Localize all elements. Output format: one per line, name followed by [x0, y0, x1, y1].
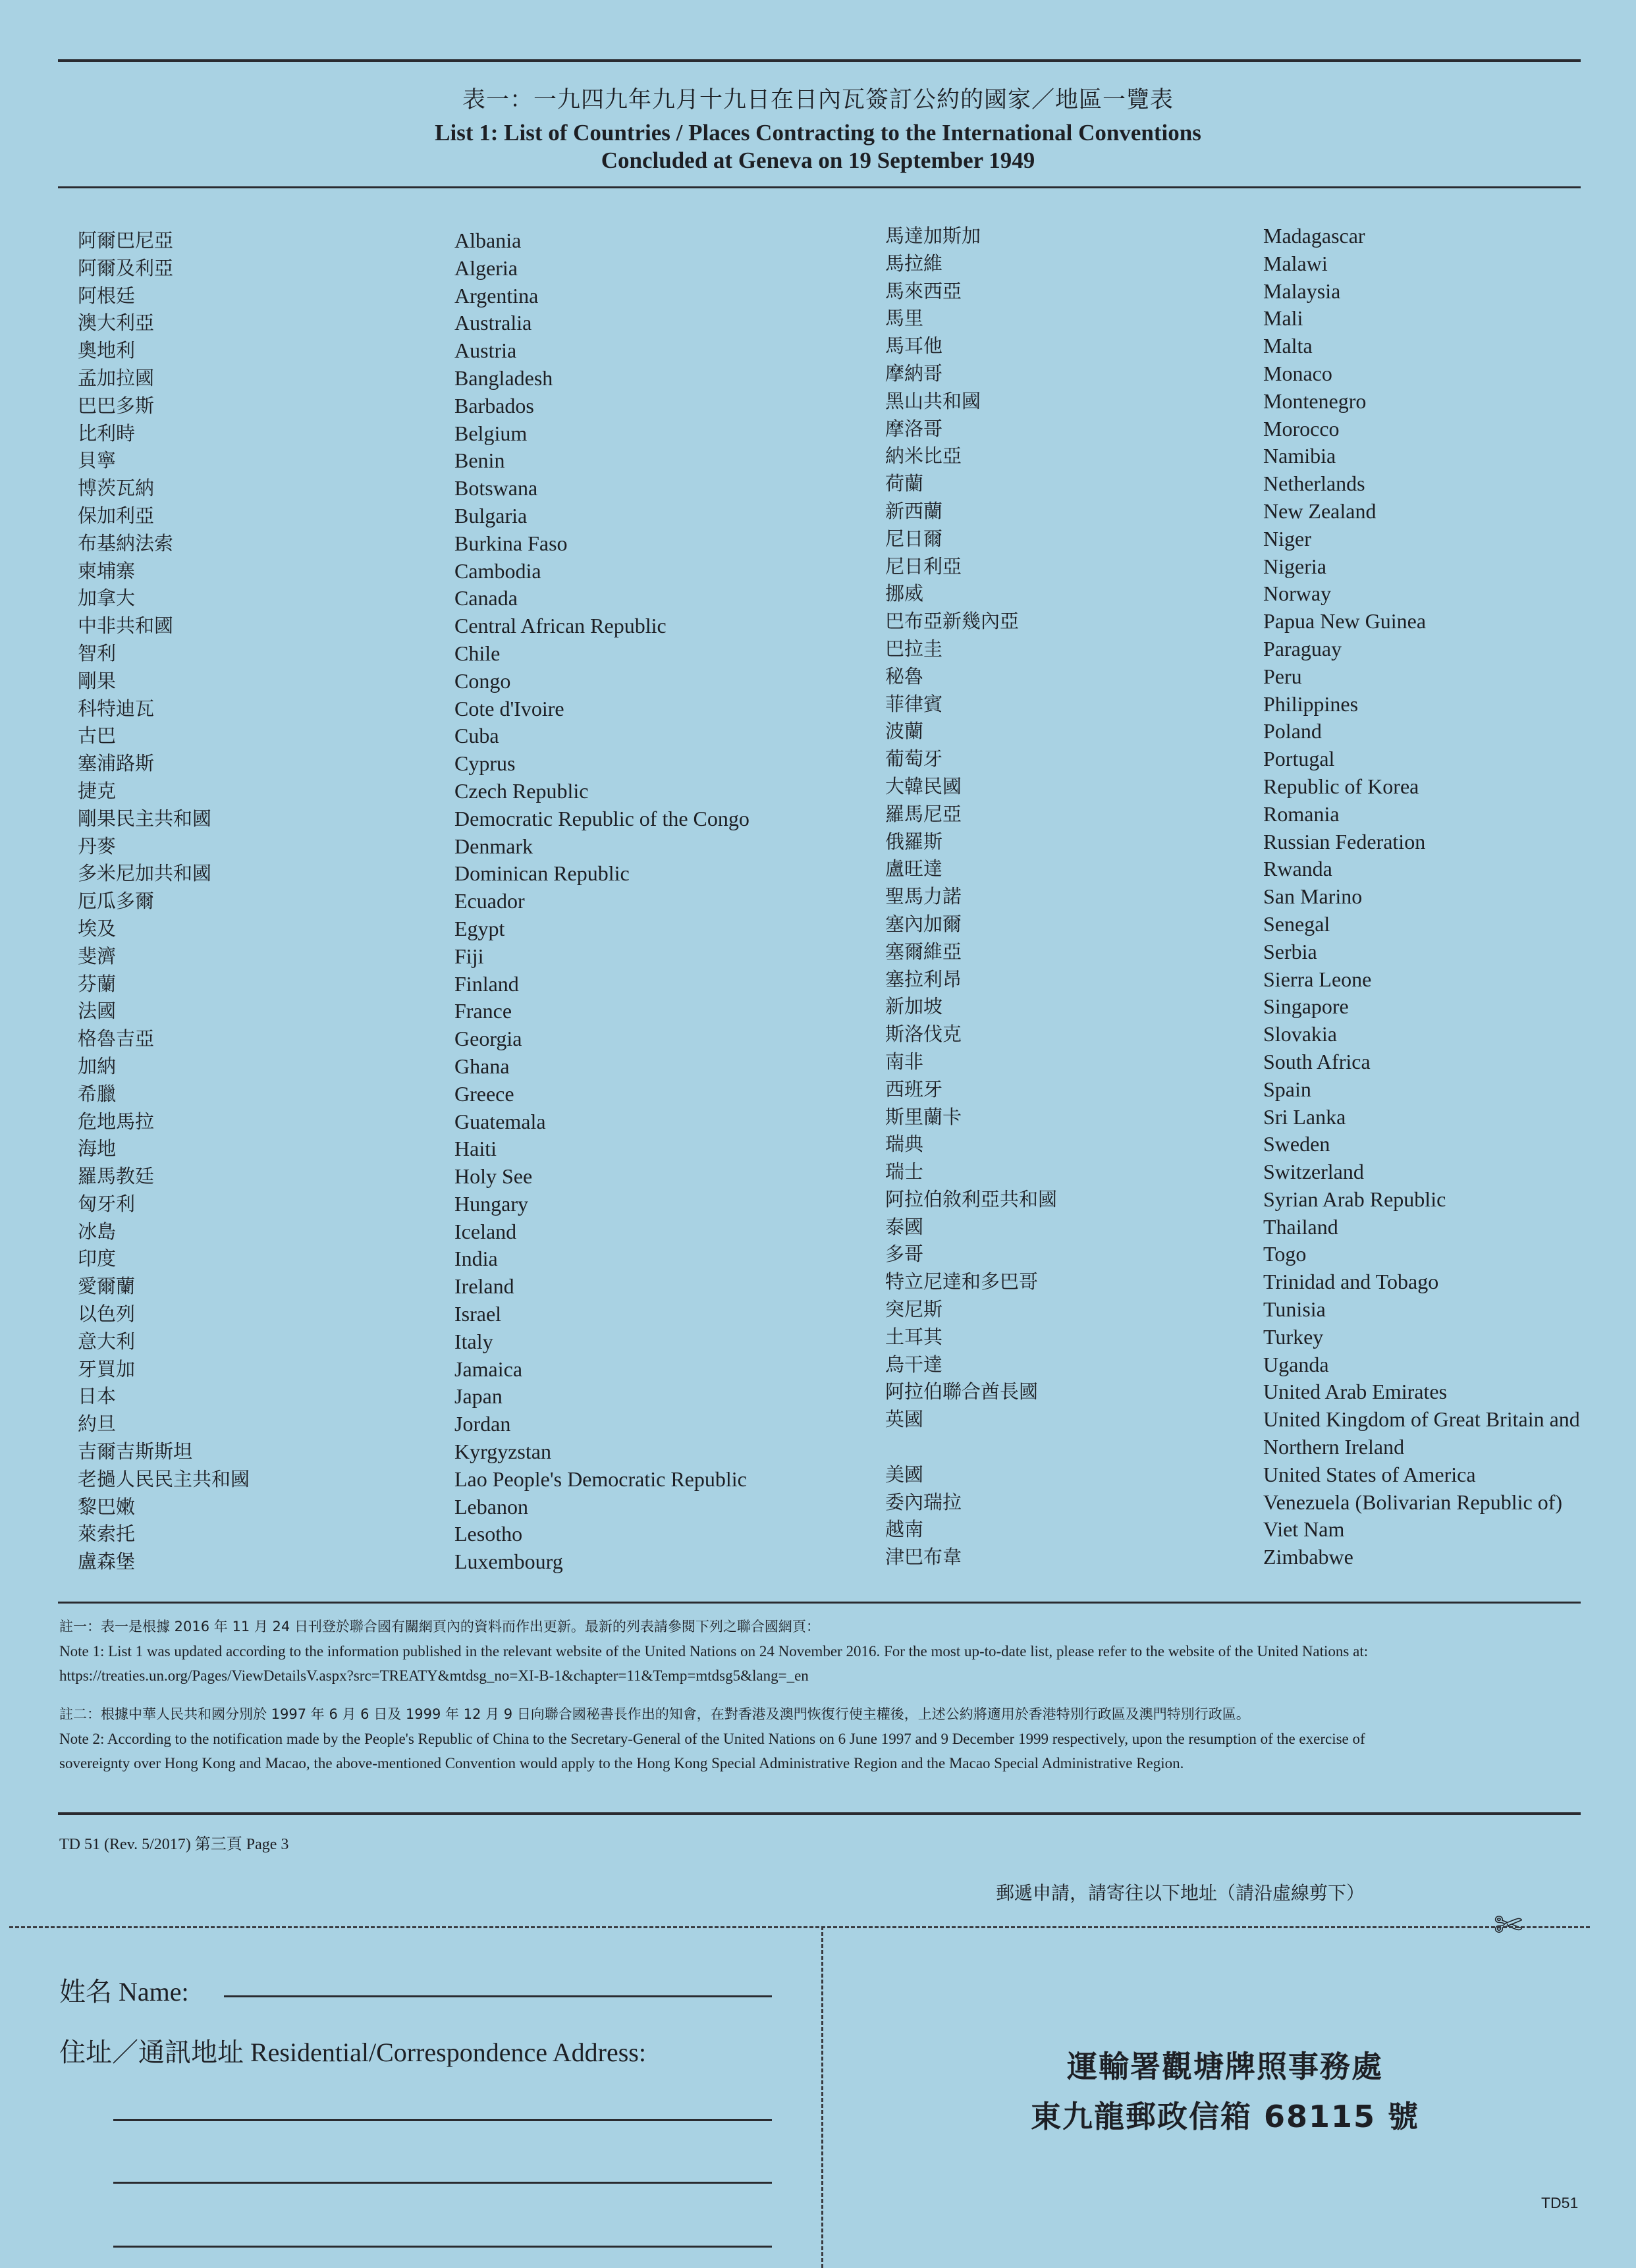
country-name-english: France: [454, 999, 512, 1023]
country-name-chinese: 摩洛哥: [885, 417, 943, 440]
country-name-chinese: 希臘: [78, 1082, 117, 1105]
country-name-english: Rwanda: [1263, 857, 1332, 881]
country-name-chinese: 斯洛伐克: [885, 1023, 962, 1046]
country-name-chinese: 波蘭: [885, 720, 924, 743]
country-name-english: Australia: [454, 311, 532, 335]
country-name-english: Tunisia: [1263, 1297, 1326, 1322]
note1-url[interactable]: https://treaties.un.org/Pages/ViewDetailsV.aspx?src=TREATY&mtdsg_no=XI-B-1&chapter=11&Temp=mtdsg5&lang=_en: [59, 1667, 809, 1684]
country-name-chinese: 捷克: [78, 779, 117, 802]
country-name-chinese: 貝寧: [78, 449, 117, 472]
country-name-english: Republic of Korea: [1263, 774, 1419, 798]
country-name-chinese: 巴巴多斯: [78, 394, 155, 417]
country-name-english: United Kingdom of Great Britain and: [1263, 1407, 1580, 1432]
country-name-english: Malta: [1263, 334, 1313, 358]
country-name-chinese: 古巴: [78, 724, 117, 747]
country-name-english: Trinidad and Tobago: [1263, 1270, 1439, 1294]
country-name-chinese: 瑞典: [885, 1133, 924, 1156]
country-name-english: Japan: [454, 1384, 503, 1409]
country-name-chinese: 荷蘭: [885, 472, 924, 495]
country-name-english: Viet Nam: [1263, 1517, 1345, 1542]
name-field[interactable]: [224, 1995, 772, 1997]
country-name-chinese: 加納: [78, 1054, 117, 1077]
country-name-english: Sweden: [1263, 1132, 1330, 1156]
country-name-chinese: 馬拉維: [885, 252, 943, 275]
country-name-english: Georgia: [454, 1027, 522, 1051]
title-chinese: 表一：一九四九年九月十九日在日內瓦簽訂公約的國家／地區一覽表: [462, 87, 1174, 113]
country-name-english: Kyrgyzstan: [454, 1440, 551, 1464]
country-name-english: Congo: [454, 668, 511, 693]
country-name-english: Algeria: [454, 256, 518, 280]
country-name-chinese: 塞拉利昂: [885, 967, 962, 990]
right-chinese-names-column: [885, 223, 1057, 1571]
recipient-line1: 運輸署觀塘牌照事務處: [1067, 2049, 1383, 2084]
country-name-english: Peru: [1263, 664, 1302, 688]
country-name-english: India: [454, 1247, 498, 1271]
country-name-english: Niger: [1263, 526, 1311, 551]
country-name-english: Papua New Guinea: [1263, 609, 1427, 634]
country-name-english: Nigeria: [1263, 554, 1326, 578]
country-name-english: Turkey: [1263, 1324, 1324, 1349]
country-name-english: Greece: [454, 1081, 514, 1106]
country-name-chinese: 馬來西亞: [885, 279, 962, 302]
country-name-chinese: 尼日爾: [885, 527, 943, 550]
note2-english-line2: sovereignty over Hong Kong and Macao, the above-mentioned Convention would apply to the Hong Kong Special Administrative Region and the Macao Special Administrative Region.: [59, 1755, 1184, 1771]
country-name-chinese: 丹麥: [78, 834, 117, 857]
notes-bottom-rule: [58, 1812, 1581, 1815]
country-name-english: Madagascar: [1263, 224, 1365, 248]
country-name-chinese: 厄瓜多爾: [78, 890, 155, 913]
note1-chinese: 註一：表一是根據 2016 年 11 月 24 日刊登於聯合國有關網頁內的資料而作出更新。最新的列表請參閱下列之聯合國網頁：: [59, 1619, 820, 1634]
country-name-english: Jordan: [454, 1412, 511, 1436]
country-name-english: Zimbabwe: [1263, 1545, 1353, 1569]
country-name-english: Romania: [1263, 801, 1340, 826]
country-name-english: Togo: [1263, 1242, 1307, 1266]
country-name-english: Ghana: [454, 1054, 510, 1078]
country-name-english: Northern Ireland: [1263, 1435, 1405, 1459]
scissors-icon: ✄: [1494, 1906, 1523, 1945]
country-name-english: San Marino: [1263, 884, 1363, 909]
country-name-english: South Africa: [1263, 1049, 1371, 1073]
country-name-chinese: 馬里: [885, 307, 924, 330]
title-english-line2: Concluded at Geneva on 19 September 1949: [601, 148, 1035, 173]
country-name-chinese: 博茨瓦納: [78, 477, 155, 500]
country-name-english: Cyprus: [454, 751, 516, 776]
country-name-english: Sri Lanka: [1263, 1104, 1346, 1129]
address-label-english: Residential/Correspondence Address:: [250, 2038, 646, 2067]
country-name-english: Senegal: [1263, 911, 1330, 936]
country-name-english: Philippines: [1263, 691, 1359, 716]
country-name-english: Thailand: [1263, 1214, 1338, 1239]
address-field-line-3[interactable]: [113, 2246, 772, 2248]
country-name-chinese: 泰國: [885, 1215, 924, 1238]
country-name-english: Bangladesh: [454, 365, 553, 390]
country-name-chinese: 埃及: [78, 917, 117, 940]
address-field-line-2[interactable]: [113, 2182, 772, 2184]
country-name-chinese: 津巴布韋: [885, 1546, 962, 1569]
country-name-chinese: 黎巴嫩: [78, 1495, 136, 1518]
country-name-english: Haiti: [454, 1137, 497, 1161]
name-label-english: Name:: [119, 1977, 189, 2007]
country-name-english: Denmark: [454, 834, 533, 858]
country-name-chinese: 菲律賓: [885, 692, 943, 715]
cut-line-horizontal: [9, 1926, 1590, 1928]
country-name-english: Venezuela (Bolivarian Republic of): [1263, 1490, 1563, 1514]
country-name-chinese: 盧森堡: [78, 1550, 136, 1573]
recipient-line2: 東九龍郵政信箱 68115 號: [1030, 2099, 1420, 2134]
country-name-english: Malaysia: [1263, 279, 1341, 303]
country-name-chinese: 新西蘭: [885, 499, 943, 522]
title-english-line1: List 1: List of Countries / Places Contracting to the International Conventions: [435, 120, 1201, 146]
address-label: [59, 2032, 646, 2069]
country-name-chinese: 剛果民主共和國: [78, 807, 212, 830]
country-name-chinese: 瑞士: [885, 1160, 924, 1183]
country-name-english: Spain: [1263, 1077, 1311, 1101]
country-name-chinese: 比利時: [78, 421, 136, 445]
country-name-english: Israel: [454, 1302, 502, 1326]
country-name-chinese: 英國: [885, 1408, 924, 1431]
country-name-chinese: 加拿大: [78, 587, 136, 610]
left-chinese-names-column: [78, 227, 250, 1576]
country-name-english: Austria: [454, 338, 517, 363]
country-name-chinese: 布基納法索: [78, 531, 174, 554]
country-name-english: Namibia: [1263, 444, 1336, 468]
country-name-chinese: 葡萄牙: [885, 747, 943, 770]
country-name-english: Malawi: [1263, 251, 1328, 275]
country-name-chinese: 格魯吉亞: [78, 1027, 155, 1050]
country-name-english: Benin: [454, 448, 505, 473]
country-name-english: Ecuador: [454, 889, 525, 913]
country-name-chinese: 黑山共和國: [885, 389, 981, 412]
country-name-chinese: 馬耳他: [885, 335, 943, 358]
country-name-chinese: 印度: [78, 1247, 117, 1270]
country-name-chinese: [885, 1434, 1057, 1461]
right-english-names-column: [1263, 223, 1580, 1571]
country-name-english: Sierra Leone: [1263, 967, 1372, 991]
country-name-english: Norway: [1263, 581, 1332, 606]
country-name-chinese: 芬蘭: [78, 972, 117, 995]
country-name-chinese: 約旦: [78, 1413, 117, 1436]
country-name-chinese: 俄羅斯: [885, 830, 943, 853]
country-name-chinese: 多哥: [885, 1243, 924, 1266]
country-name-english: Czech Republic: [454, 778, 589, 803]
country-name-chinese: 大韓民國: [885, 774, 962, 797]
name-label-chinese: 姓名: [59, 1977, 112, 2007]
country-name-english: Cote d'Ivoire: [454, 696, 564, 720]
country-name-english: Democratic Republic of the Congo: [454, 806, 750, 830]
td51-code: TD51: [1541, 2194, 1579, 2211]
country-name-chinese: 巴布亞新幾內亞: [885, 610, 1020, 633]
country-name-english: Albania: [454, 229, 522, 252]
country-name-chinese: 土耳其: [885, 1325, 943, 1348]
country-name-english: Dominican Republic: [454, 861, 630, 886]
country-name-chinese: 海地: [78, 1137, 117, 1160]
country-name-chinese: 羅馬尼亞: [885, 802, 962, 825]
country-name-chinese: 美國: [885, 1463, 924, 1486]
notes-section: [59, 1615, 1587, 1775]
address-field-line-1[interactable]: [113, 2119, 772, 2121]
country-name-english: Ireland: [454, 1274, 514, 1299]
country-name-chinese: 巴拉圭: [885, 637, 943, 660]
country-name-chinese: 牙買加: [78, 1357, 136, 1380]
country-name-english: Argentina: [454, 283, 539, 308]
country-name-english: Chile: [454, 641, 501, 665]
country-name-chinese: 科特迪瓦: [78, 697, 155, 720]
country-name-english: Hungary: [454, 1191, 528, 1216]
country-name-chinese: 突尼斯: [885, 1298, 943, 1321]
country-name-english: Lesotho: [454, 1522, 523, 1546]
country-name-chinese: 危地馬拉: [78, 1110, 155, 1133]
country-name-chinese: 塞浦路斯: [78, 752, 155, 775]
country-name-chinese: 塞爾維亞: [885, 940, 962, 963]
country-name-english: Switzerland: [1263, 1160, 1364, 1184]
country-name-english: New Zealand: [1263, 499, 1377, 523]
name-label: [59, 1971, 189, 2009]
country-name-chinese: 柬埔寨: [78, 559, 136, 582]
country-name-chinese: 多米尼加共和國: [78, 862, 212, 885]
country-name-english: Jamaica: [454, 1357, 523, 1381]
note2-chinese: 註二：根據中華人民共和國分別於 1997 年 6 月 6 日及 1999 年 12 月 9 日向聯合國秘書長作出的知會，在對香港及澳門恢復行使主權後，上述公約將適用於香港特別行政區及澳門特別行政區。: [59, 1706, 1250, 1722]
country-name-english: Russian Federation: [1263, 829, 1426, 853]
country-name-chinese: 阿爾及利亞: [78, 256, 174, 279]
note1-english: Note 1: List 1 was updated according to the information published in the relevant website of the United Nations on 24 November 2016. For the most up-to-date list, please refer to the website of the United Nations at:: [59, 1643, 1369, 1660]
country-name-english: United States of America: [1263, 1462, 1476, 1486]
country-name-english: Uganda: [1263, 1352, 1329, 1376]
country-name-chinese: 日本: [78, 1385, 117, 1408]
country-name-chinese: 塞內加爾: [885, 912, 962, 935]
country-name-chinese: 馬達加斯加: [885, 225, 981, 247]
left-english-names-column: [454, 227, 750, 1576]
country-name-english: Lao People's Democratic Republic: [454, 1467, 747, 1491]
country-name-english: Bulgaria: [454, 503, 528, 527]
country-name-chinese: 委內瑞拉: [885, 1490, 962, 1513]
country-name-chinese: 匈牙利: [78, 1192, 136, 1215]
country-name-english: United Arab Emirates: [1263, 1380, 1448, 1404]
country-name-english: Italy: [454, 1329, 493, 1353]
country-name-english: Iceland: [454, 1219, 517, 1243]
country-name-english: Lebanon: [454, 1494, 528, 1519]
country-name-chinese: 孟加拉國: [78, 366, 155, 389]
country-name-chinese: 新加坡: [885, 995, 943, 1018]
country-name-english: Holy See: [454, 1164, 533, 1189]
country-name-english: Fiji: [454, 944, 484, 968]
country-name-english: Netherlands: [1263, 472, 1365, 496]
country-name-chinese: 烏干達: [885, 1353, 943, 1376]
country-name-chinese: 智利: [78, 641, 117, 664]
country-name-english: Barbados: [454, 393, 534, 418]
country-name-chinese: 澳大利亞: [78, 311, 155, 335]
country-name-english: Monaco: [1263, 361, 1332, 385]
country-name-english: Egypt: [454, 916, 505, 940]
country-name-chinese: 聖馬力諾: [885, 885, 962, 908]
country-name-english: Slovakia: [1263, 1022, 1337, 1046]
country-name-chinese: 斯里蘭卡: [885, 1105, 962, 1128]
country-name-chinese: 冰島: [78, 1220, 117, 1243]
country-name-english: Serbia: [1263, 939, 1317, 963]
country-name-chinese: 法國: [78, 1000, 117, 1023]
cut-line-vertical: [821, 1926, 823, 2268]
country-name-english: Syrian Arab Republic: [1263, 1187, 1446, 1211]
country-name-chinese: 盧旺達: [885, 857, 943, 880]
country-name-chinese: 秘魯: [885, 664, 924, 688]
country-name-chinese: 阿拉伯聯合酋長國: [885, 1380, 1039, 1403]
country-name-chinese: 阿爾巴尼亞: [78, 229, 174, 252]
country-name-chinese: 愛爾蘭: [78, 1275, 136, 1298]
country-name-english: Central African Republic: [454, 614, 667, 638]
form-code: TD 51 (Rev. 5/2017) 第三頁 Page 3: [59, 1836, 289, 1853]
country-name-english: Burkina Faso: [454, 531, 568, 555]
country-name-english: Poland: [1263, 719, 1322, 743]
country-name-english: Cambodia: [454, 558, 541, 583]
country-name-chinese: 南非: [885, 1050, 924, 1073]
country-name-chinese: 吉爾吉斯斯坦: [78, 1440, 193, 1463]
country-name-chinese: 阿根廷: [78, 284, 136, 307]
header-bottom-rule: [58, 186, 1581, 188]
country-name-chinese: 老撾人民民主共和國: [78, 1467, 250, 1490]
country-name-english: Finland: [454, 971, 519, 996]
country-name-english: Mali: [1263, 306, 1303, 331]
country-name-chinese: 西班牙: [885, 1077, 943, 1100]
country-name-chinese: 剛果: [78, 669, 117, 692]
country-name-chinese: 意大利: [78, 1330, 136, 1353]
country-name-chinese: 阿拉伯敘利亞共和國: [885, 1187, 1058, 1210]
country-name-chinese: 摩納哥: [885, 362, 943, 385]
note2-english-line1: Note 2: According to the notification made by the People's Republic of China to the Secretary-General of the United Nations on 6 June 1997 and 9 December 1999 respectively, upon the resumption of the exercise of: [59, 1731, 1365, 1747]
country-name-english: Montenegro: [1263, 389, 1367, 413]
country-name-english: Guatemala: [454, 1109, 546, 1133]
country-name-chinese: 以色列: [78, 1303, 136, 1326]
country-name-english: Cuba: [454, 724, 499, 748]
mail-instruction: 郵遞申請，請寄往以下地址（請沿虛線剪下）: [996, 1882, 1365, 1904]
country-name-chinese: 挪威: [885, 582, 924, 605]
country-name-english: Belgium: [454, 421, 528, 445]
country-name-english: Singapore: [1263, 994, 1349, 1019]
country-name-chinese: 尼日利亞: [885, 554, 962, 578]
country-name-chinese: 萊索托: [78, 1523, 136, 1546]
country-name-chinese: 保加利亞: [78, 504, 155, 527]
country-name-chinese: 中非共和國: [78, 614, 174, 637]
country-name-english: Canada: [454, 586, 518, 610]
country-name-english: Paraguay: [1263, 636, 1342, 661]
country-name-english: Morocco: [1263, 416, 1340, 441]
country-name-english: Portugal: [1263, 747, 1335, 771]
country-name-chinese: 特立尼達和多巴哥: [885, 1270, 1039, 1293]
country-name-chinese: 納米比亞: [885, 445, 962, 468]
address-label-chinese: 住址／通訊地址: [59, 2038, 244, 2068]
top-rule: [58, 59, 1581, 62]
country-name-chinese: 奧地利: [78, 339, 136, 362]
country-name-chinese: 越南: [885, 1518, 924, 1541]
country-name-chinese: 羅馬教廷: [78, 1165, 155, 1188]
list-bottom-rule: [58, 1602, 1581, 1604]
country-name-english: Botswana: [454, 476, 538, 500]
country-name-chinese: 斐濟: [78, 944, 117, 967]
country-name-english: Luxembourg: [454, 1550, 563, 1574]
